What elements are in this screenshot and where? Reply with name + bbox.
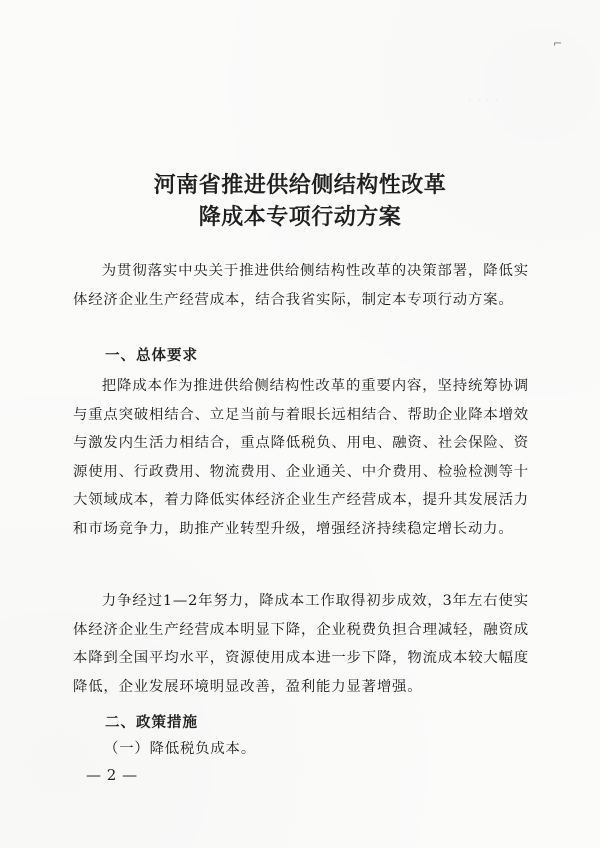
intro-paragraph: 为贯彻落实中央关于推进供给侧结构性改革的决策部署，降低实体经济企业生产经营成本，结合我省实际，制定本专项行动方案。 xyxy=(73,263,529,308)
section1-paragraph2: 力争经过1—2年努力，降成本工作取得初步成效，3年左右使实体经济企业生产经营成本明显下降，企业税费负担合理减轻，融资成本降到全国平均水平，资源使用成本进一步下降，物流成本较大幅度降低，企业发展环境明显改善，盈利能力显著增强。 xyxy=(73,593,529,695)
section1-paragraph1: 把降成本作为推进供给侧结构性改革的重要内容，坚持统筹协调与重点突破相结合、立足当前与着眼长远相结合、帮助企业降本增效与激发内生活力相结合，重点降低税负、用电、融资、社会保险、资源使用、行政费用、物流费用、企业通关、中介费用、检验检测等十大领域成本，着力降低实体经济企业生产经营成本，提升其发展活力和市场竞争力，助推产业转型升级，增强经济持续稳定增长动力。 xyxy=(73,378,529,537)
subsection1-heading: （一）降低税负成本。 xyxy=(104,741,256,757)
page-number: — 2 — xyxy=(86,766,138,784)
faint-stamp: · · · · xyxy=(468,94,500,107)
section1-heading: 一、总体要求 xyxy=(105,348,198,364)
page-corner-mark: ⌐ xyxy=(553,37,563,50)
section2-heading: 二、政策措施 xyxy=(105,715,198,731)
document-title-line2: 降成本专项行动方案 xyxy=(198,205,402,230)
document-title-line1: 河南省推进供给侧结构性改革 xyxy=(153,173,447,198)
